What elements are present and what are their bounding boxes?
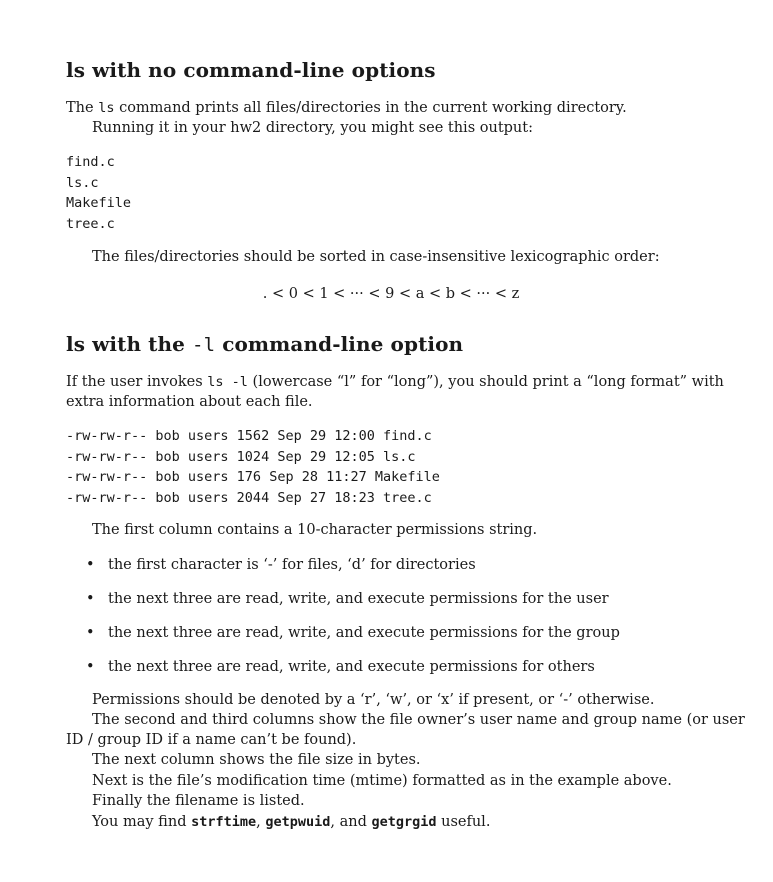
inline-code-getpwuid: getpwuid (265, 814, 331, 830)
bullet-icon: • (86, 659, 95, 675)
code-line: -rw-rw-r-- bob users 2044 Sep 27 18:23 tree.c (66, 489, 432, 506)
paragraph-filename: Finally the filename is listed. (92, 793, 305, 809)
paragraph-ls-l-intro: If the user invokes ls -l (lowercase “l” for “long”), you should print a “long format” with (66, 374, 724, 390)
math-sort-order: . < 0 < 1 < ··· < 9 < a < b < ··· < z (262, 286, 520, 302)
bullet-icon: • (86, 625, 95, 641)
code-line: tree.c (66, 215, 115, 232)
paragraph-ls-l-intro-cont: extra information about each file. (66, 394, 313, 410)
bullet-icon: • (86, 591, 95, 607)
list-item: • the next three are read, write, and execute permissions for the user (86, 591, 609, 607)
list-item: • the next three are read, write, and execute permissions for others (86, 659, 595, 675)
paragraph-ls-run: Running it in your hw2 directory, you might see this output: (92, 120, 533, 136)
inline-code-ls: ls (98, 100, 115, 116)
section-heading-ls-l-option: ls with the -l command-line option (66, 332, 464, 356)
paragraph-owner: The second and third columns show the file owner’s user name and group name (or user (92, 712, 745, 728)
code-line: -rw-rw-r-- bob users 1024 Sep 29 12:05 ls.c (66, 448, 416, 465)
heading-code-l: -l (192, 334, 216, 356)
list-item: • the next three are read, write, and execute permissions for the group (86, 625, 620, 641)
paragraph-permissions: Permissions should be denoted by a ‘r’, ‘w’, or ‘x’ if present, or ‘-’ otherwise. (92, 692, 655, 708)
paragraph-mtime: Next is the file’s modification time (mtime) formatted as in the example above. (92, 773, 672, 789)
bullet-icon: • (86, 557, 95, 573)
code-block-ls-output (66, 152, 131, 234)
inline-code-getgrgid: getgrgid (371, 814, 437, 830)
paragraph-sort-order: The files/directories should be sorted in case-insensitive lexicographic order: (92, 249, 660, 265)
code-line: -rw-rw-r-- bob users 1562 Sep 29 12:00 find.c (66, 428, 432, 444)
section-heading-ls-no-options: ls with no command-line options (66, 58, 436, 82)
list-item: • the first character is ‘-’ for files, ‘d’ for directories (86, 557, 476, 573)
paragraph-first-column: The first column contains a 10-character permissions string. (92, 522, 538, 538)
code-line: find.c (66, 154, 115, 170)
code-line: Makefile (66, 195, 132, 211)
code-line: -rw-rw-r-- bob users 176 Sep 28 11:27 Makefile (66, 469, 440, 485)
paragraph-owner-cont: ID / group ID if a name can’t be found). (66, 732, 357, 748)
code-line: ls.c (66, 174, 99, 191)
paragraph-size: The next column shows the file size in bytes. (92, 752, 421, 768)
code-block-ls-l-output (66, 426, 440, 508)
inline-code-strftime: strftime (191, 814, 257, 830)
inline-code-ls-l: ls -l (207, 374, 248, 390)
paragraph-useful-functions: You may find strftime, getpwuid, and getgrgid useful. (92, 814, 491, 830)
paragraph-ls-intro: The ls command prints all files/directories in the current working directory. (66, 100, 627, 116)
